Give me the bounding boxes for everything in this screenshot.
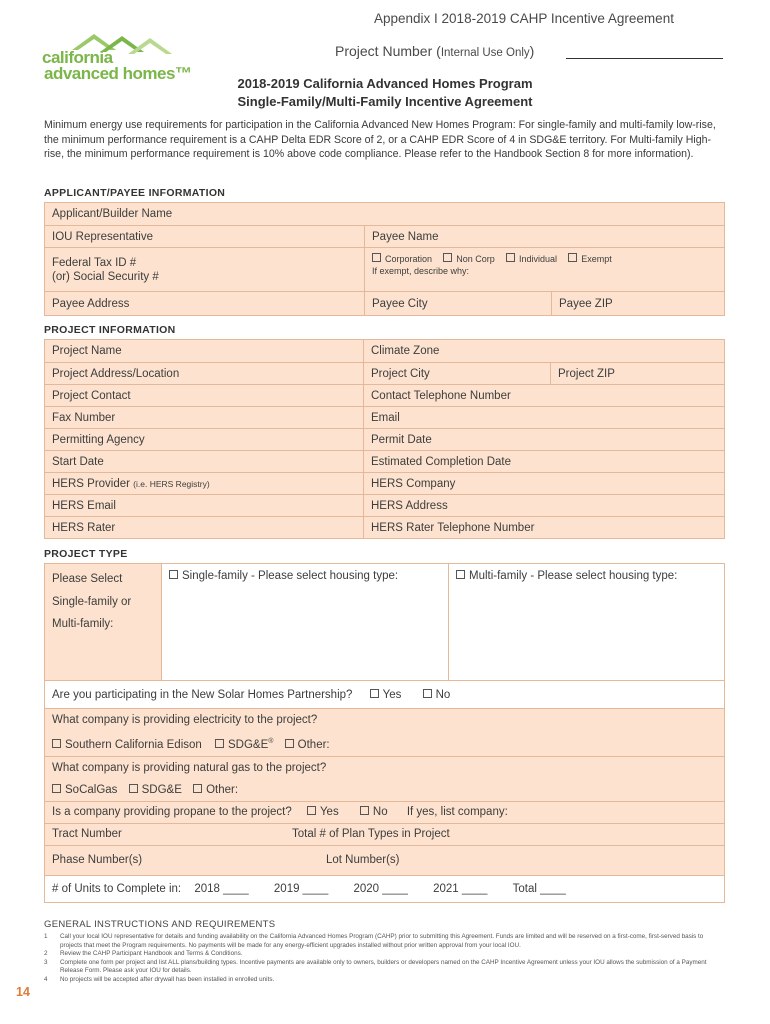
units-2020-field[interactable]: 2020 ____ (353, 882, 408, 895)
applicant-table (44, 202, 725, 316)
exempt-checkbox[interactable] (568, 253, 577, 262)
instruction-item: 4 No projects will be accepted after drywall has been installed in enrolled units. (44, 975, 275, 983)
project-contact-field[interactable]: Project Contact (45, 385, 364, 407)
units-total-field[interactable]: Total ____ (512, 882, 566, 895)
form-title-line1: 2018-2019 California Advanced Homes Program (237, 76, 533, 91)
single-family-option[interactable]: Single-family - Please select housing type: (162, 564, 449, 681)
utility-table (44, 680, 725, 903)
corporation-checkbox[interactable] (372, 253, 381, 262)
multi-family-checkbox[interactable] (456, 570, 465, 579)
general-instructions-list (44, 933, 724, 985)
applicant-section-title: APPLICANT/PAYEE INFORMATION (44, 187, 226, 199)
project-number-line[interactable] (566, 58, 723, 59)
appendix-header: Appendix I 2018-2019 CAHP Incentive Agreement (374, 11, 674, 26)
page-number: 14 (16, 985, 30, 999)
phase-row (45, 845, 725, 875)
plan-types-field[interactable]: Total # of Plan Types in Project (292, 828, 450, 841)
tract-row (45, 823, 725, 845)
hers-email-field[interactable]: HERS Email (45, 495, 364, 517)
tax-id-field[interactable]: Federal Tax ID # (or) Social Security # (45, 248, 365, 292)
phase-number-field[interactable]: Phase Number(s) (52, 854, 143, 867)
project-section-title: PROJECT INFORMATION (44, 324, 176, 336)
project-name-field[interactable]: Project Name (45, 340, 364, 363)
solar-no-checkbox[interactable] (423, 689, 432, 698)
instruction-item: 1 Call your local IOU representative for details and funding availability on the California Advanced Homes Program (CAHP) prior to submitting this Agreement. Funds are limited and will be reserved on a first-come, first-served basis to projects that meet the Program requirements. No payments will be made for any energy-efficient upgrades installed without prior written approval from your local IOU. (44, 933, 704, 949)
project-type-section-title: PROJECT TYPE (44, 548, 128, 560)
solar-yes-checkbox[interactable] (370, 689, 379, 698)
propane-yes-checkbox[interactable] (307, 806, 316, 815)
project-number-label: Project Number (Internal Use Only) (335, 43, 535, 59)
general-instructions-title: GENERAL INSTRUCTIONS AND REQUIREMENTS (44, 919, 276, 930)
project-type-table (44, 563, 725, 681)
propane-row: Is a company providing propane to the project? Yes No If yes, list company: (45, 801, 725, 823)
intro-paragraph: Minimum energy use requirements for participation in the California Advanced New Homes Program: For single-family and multi-family low-rise, the minimum performance requirement is a CAHP Delta EDR Score of 2, or a CAHP EDR Score of 4 in SDG&E territory. For Multi-family High-rise, the minimum performance requirement is 10% above code compliance. Please refer to the Handbook Section 8 for more information). (44, 119, 716, 160)
form-title-line2: Single-Family/Multi-Family Incentive Agreement (237, 94, 533, 109)
lot-number-field[interactable]: Lot Number(s) (326, 854, 400, 867)
propane-no-checkbox[interactable] (360, 806, 369, 815)
units-2018-field[interactable]: 2018 ____ (194, 882, 249, 895)
electricity-row: What company is providing electricity to the project? Southern California Edison SDG&E® Other: (45, 709, 725, 757)
completion-date-field[interactable]: Estimated Completion Date (364, 451, 725, 473)
permitting-agency-field[interactable]: Permitting Agency (45, 429, 364, 451)
solar-question-row: Are you participating in the New Solar Homes Partnership? Yes No (45, 681, 725, 709)
single-family-checkbox[interactable] (169, 570, 178, 579)
project-city-field[interactable]: Project City (364, 363, 551, 385)
sce-checkbox[interactable] (52, 739, 61, 748)
noncorp-checkbox[interactable] (443, 253, 452, 262)
units-2019-field[interactable]: 2019 ____ (273, 882, 329, 895)
email-field[interactable]: Email (364, 407, 725, 429)
payee-city-field[interactable]: Payee City (365, 292, 552, 316)
other-gas-checkbox[interactable] (193, 784, 202, 793)
california-advanced-homes-logo: california advanced homes™ (42, 34, 192, 84)
payee-address-field[interactable]: Payee Address (45, 292, 365, 316)
hers-rater-field[interactable]: HERS Rater (45, 517, 364, 539)
fax-field[interactable]: Fax Number (45, 407, 364, 429)
iou-rep-field[interactable]: IOU Representative (45, 226, 365, 248)
sdge-electric-checkbox[interactable] (215, 739, 224, 748)
instruction-item: 3 Complete one form per project and list ALL plans/building types. Incentive payments are available only to owners, builders or developers named on the CAHP Incentive Agreement unless your IOU allows the submission of a Payment Release Form. Please ask your IOU for details. (44, 958, 707, 975)
sdge-gas-checkbox[interactable] (129, 784, 138, 793)
contact-phone-field[interactable]: Contact Telephone Number (364, 385, 725, 407)
payee-name-field[interactable]: Payee Name (365, 226, 725, 248)
propane-company-field[interactable]: If yes, list company: (406, 806, 508, 819)
please-select-label: Please Select Single-family or Multi-family: (45, 564, 162, 681)
individual-checkbox[interactable] (506, 253, 515, 262)
permit-date-field[interactable]: Permit Date (364, 429, 725, 451)
hers-address-field[interactable]: HERS Address (364, 495, 725, 517)
other-electric-checkbox[interactable] (285, 739, 294, 748)
hers-company-field[interactable]: HERS Company (364, 473, 725, 495)
hers-rater-phone-field[interactable]: HERS Rater Telephone Number (364, 517, 725, 539)
units-row: # of Units to Complete in: 2018 ____ 2019 ____ 2020 ____ 2021 ____ Total ____ (45, 875, 725, 902)
builder-name-field[interactable]: Applicant/Builder Name (45, 203, 725, 226)
project-table (44, 339, 725, 539)
project-address-field[interactable]: Project Address/Location (45, 363, 364, 385)
payee-zip-field[interactable]: Payee ZIP (552, 292, 725, 316)
gas-row: What company is providing natural gas to the project? SoCalGas SDG&E Other: (45, 756, 725, 801)
project-zip-field[interactable]: Project ZIP (551, 363, 725, 385)
hers-provider-field[interactable]: HERS Provider (i.e. HERS Registry) (45, 473, 364, 495)
socalgas-checkbox[interactable] (52, 784, 61, 793)
multi-family-option[interactable]: Multi-family - Please select housing type: (449, 564, 725, 681)
start-date-field[interactable]: Start Date (45, 451, 364, 473)
instruction-item: 2 Review the CAHP Participant Handbook and Terms & Conditions. (44, 950, 243, 958)
exempt-describe-field[interactable]: If exempt, describe why: (372, 266, 470, 276)
units-2021-field[interactable]: 2021 ____ (433, 882, 488, 895)
entity-type-field: Corporation Non Corp Individual Exempt If exempt, describe why: (365, 248, 725, 292)
climate-zone-field[interactable]: Climate Zone (364, 340, 725, 363)
tract-number-field[interactable]: Tract Number (52, 828, 122, 841)
